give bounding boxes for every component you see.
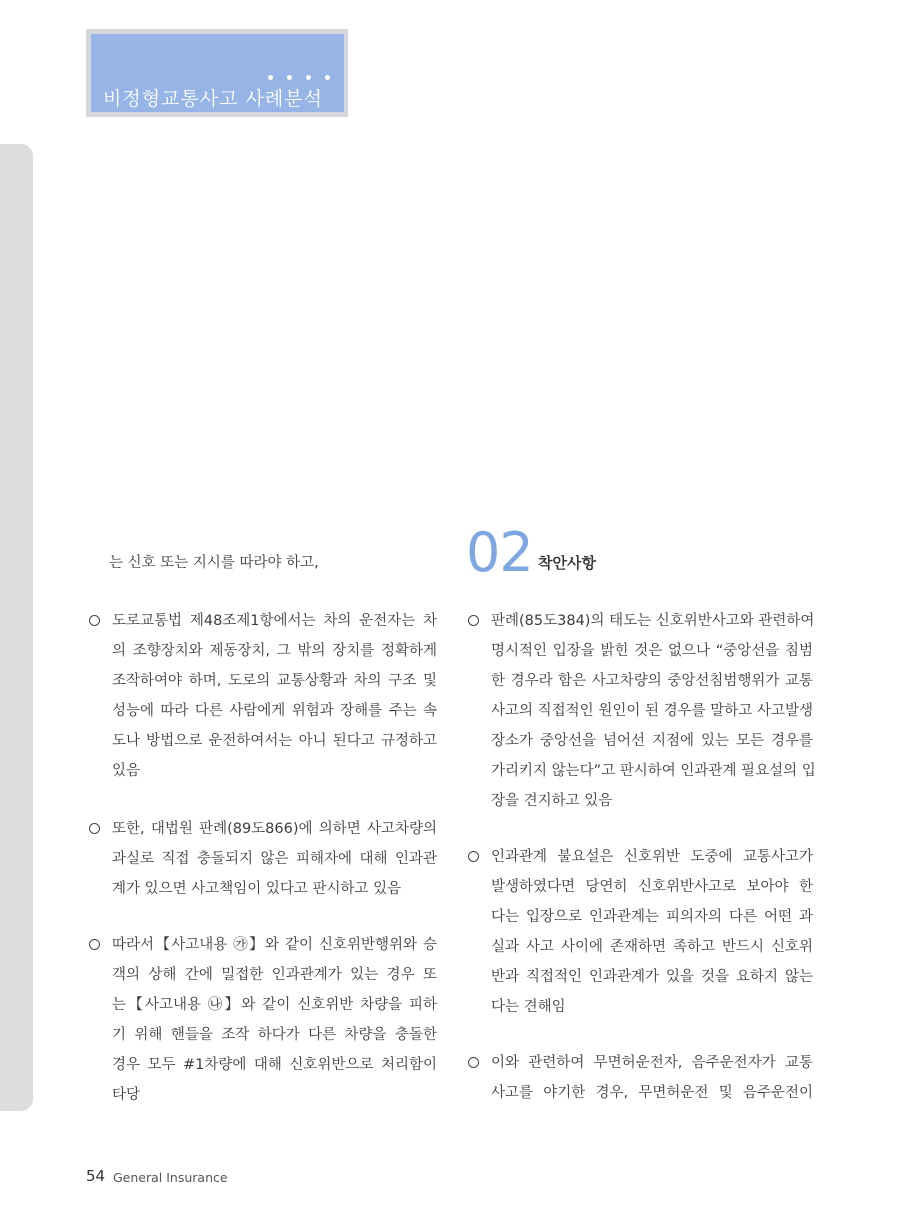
left-bullet-1 <box>89 606 437 786</box>
circle-bullet-icon <box>89 823 100 834</box>
bullet-line: 따라서【사고내용 ㉮】와 같이 신호위반행위와 승 <box>112 937 437 953</box>
bullet-line: 반과 직접적인 인과관계가 있을 것을 요하지 않는 <box>491 969 813 985</box>
section-header-panel <box>91 34 344 112</box>
bullet-line: 한 경우라 함은 사고차량의 중앙선침범행위가 교통 <box>491 673 813 689</box>
bullet-line: 경우 모두 #1차량에 대해 신호위반으로 처리함이 <box>112 1057 437 1073</box>
side-tab-decoration <box>0 144 33 1111</box>
bullet-line: 조작하여야 하며, 도로의 교통상황과 차의 구조 및 <box>112 673 437 689</box>
bullet-line: 는【사고내용 ㉯】와 같이 신호위반 차량을 피하 <box>112 997 437 1013</box>
bullet-line: 발생하였다면 당연히 신호위반사고로 보아야 한 <box>491 879 813 895</box>
bullet-line: 판례(85도384)의 태도는 신호위반사고와 관련하여 <box>491 613 815 629</box>
section-header-title: 비정형교통사고 사례분석 <box>103 88 323 110</box>
header-dots-decoration <box>268 75 338 81</box>
bullet-line: 실과 사고 사이에 존재하면 족하고 반드시 신호위 <box>491 939 813 955</box>
bullet-line: 다는 입장으로 인과관계는 피의자의 다른 어떤 과 <box>491 909 813 925</box>
bullet-line: 사고를 야기한 경우, 무면허운전 및 음주운전이 <box>491 1085 813 1101</box>
bullet-line: 인과관계 불요설은 신호위반 도중에 교통사고가 <box>491 849 813 865</box>
bullet-line: 장소가 중앙선을 넘어선 지점에 있는 모든 경우를 <box>491 733 813 749</box>
section-title: 착안사항 <box>538 554 596 572</box>
right-bullet-2 <box>468 842 813 1022</box>
circle-bullet-icon <box>468 615 479 626</box>
right-bullet-1 <box>468 606 816 816</box>
bullet-line: 타당 <box>112 1087 141 1103</box>
bullet-line: 계가 있으면 사고책임이 있다고 판시하고 있음 <box>112 881 402 897</box>
left-bullet-3 <box>89 930 437 1110</box>
bullet-line: 다는 견해임 <box>491 999 566 1015</box>
bullet-line: 명시적인 입장을 밝힌 것은 없으나 “중앙선을 침범 <box>491 643 813 659</box>
circle-bullet-icon <box>468 851 479 862</box>
bullet-line: 또한, 대법원 판례(89도866)에 의하면 사고차량의 <box>112 821 437 837</box>
bullet-line: 장을 견지하고 있음 <box>491 793 613 809</box>
bullet-line: 이와 관련하여 무면허운전자, 음주운전자가 교통 <box>491 1055 813 1071</box>
left-bullet-2 <box>89 814 437 904</box>
bullet-line: 있음 <box>112 763 141 779</box>
right-bullet-3 <box>468 1048 813 1108</box>
publication-name: General Insurance <box>113 1170 228 1185</box>
bullet-line: 과실로 직접 충돌되지 않은 피해자에 대해 인과관 <box>112 851 437 867</box>
section-number: 02 <box>466 521 533 584</box>
bullet-line: 의 조향장치와 제동장치, 그 밖의 장치를 정확하게 <box>112 643 437 659</box>
bullet-line: 가리키지 않는다”고 판시하여 인과관계 필요설의 입 <box>491 763 816 779</box>
bullet-line: 객의 상해 간에 밀접한 인과관계가 있는 경우 또 <box>112 967 437 983</box>
bullet-line: 기 위해 핸들을 조작 하다가 다른 차량을 충돌한 <box>112 1027 437 1043</box>
circle-bullet-icon <box>468 1057 479 1068</box>
section-header <box>86 29 348 117</box>
intro-line: 는 신호 또는 지시를 따라야 하고, <box>109 555 319 571</box>
circle-bullet-icon <box>89 939 100 950</box>
bullet-line: 도로교통법 제48조제1항에서는 차의 운전자는 차 <box>112 613 437 629</box>
bullet-line: 도나 방법으로 운전하여서는 아니 된다고 규정하고 <box>112 733 437 749</box>
bullet-line: 성능에 따라 다른 사람에게 위험과 장해를 주는 속 <box>112 703 437 719</box>
page-number: 54 <box>86 1167 106 1185</box>
circle-bullet-icon <box>89 615 100 626</box>
bullet-line: 사고의 직접적인 원인이 된 경우를 말하고 사고발생 <box>491 703 813 719</box>
